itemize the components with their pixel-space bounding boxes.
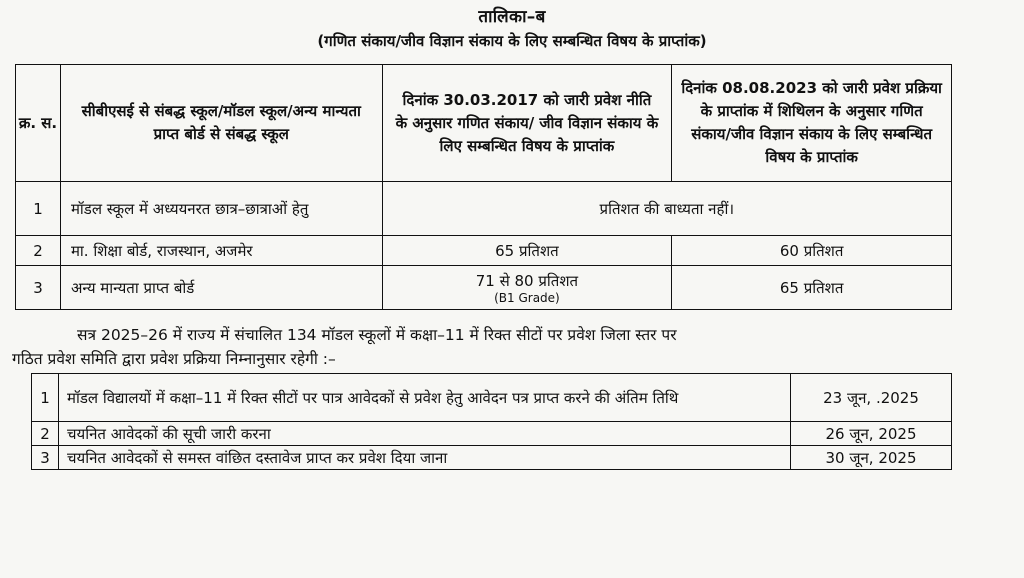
row-merged-value: प्रतिशत की बाध्यता नहीं। bbox=[382, 182, 951, 236]
row-old-value: 71 से 80 प्रतिशत bbox=[475, 271, 579, 290]
table-subtitle: (गणित संकाय/जीव विज्ञान संकाय के लिए सम्बन्धित विषय के प्राप्तांक) bbox=[317, 32, 707, 50]
row-school: अन्य मान्यता प्राप्त बोर्ड bbox=[60, 266, 382, 310]
row-new-value: 60 प्रतिशत bbox=[672, 236, 952, 266]
table-row bbox=[16, 182, 952, 236]
row-sno: 2 bbox=[16, 236, 61, 266]
schedule-row bbox=[32, 422, 952, 446]
row-old-note: (B1 Grade) bbox=[494, 290, 560, 305]
schedule-desc: मॉडल विद्यालयों में कक्षा–11 में रिक्त सीटों पर पात्र आवेदकों से प्रवेश हेतु आवेदन पत्र प्राप्त करने की अंतिम तिथि bbox=[59, 374, 791, 422]
schedule-sno: 2 bbox=[32, 422, 59, 446]
schedule-date: 30 जून, 2025 bbox=[791, 446, 952, 470]
table-title: तालिका–ब bbox=[478, 7, 546, 27]
schedule-row bbox=[32, 374, 952, 422]
table-row bbox=[16, 236, 952, 266]
schedule-sno: 3 bbox=[32, 446, 59, 470]
row-sno: 1 bbox=[16, 182, 61, 236]
header-2017-policy: दिनांक 30.03.2017 को जारी प्रवेश नीति के अनुसार गणित संकाय/ जीव विज्ञान संकाय के लिए सम्बन्धित विषय के प्राप्तांक bbox=[382, 65, 672, 182]
row-old-value: 65 प्रतिशत bbox=[382, 236, 672, 266]
admission-paragraph bbox=[12, 323, 942, 371]
table-row bbox=[16, 266, 952, 310]
schedule-row bbox=[32, 446, 952, 470]
paragraph-line-1: सत्र 2025–26 में राज्य में संचालित 134 मॉडल स्कूलों में कक्षा–11 में रिक्त सीटों पर प्रवेश जिला स्तर पर bbox=[77, 326, 677, 344]
header-2023-policy: दिनांक 08.08.2023 को जारी प्रवेश प्रक्रिया के प्राप्तांक में शिथिलन के अनुसार गणित संकाय/जीव विज्ञान संकाय के लिए सम्बन्धित विषय के प्राप्तांक bbox=[672, 65, 952, 182]
schedule-desc: चयनित आवेदकों से समस्त वांछित दस्तावेज प्राप्त कर प्रवेश दिया जाना bbox=[59, 446, 791, 470]
schedule-desc: चयनित आवेदकों की सूची जारी करना bbox=[59, 422, 791, 446]
schedule-sno: 1 bbox=[32, 374, 59, 422]
paragraph-line-2: गठित प्रवेश समिति द्वारा प्रवेश प्रक्रिया निम्नानुसार रहेगी :– bbox=[12, 350, 336, 368]
schedule-date: 23 जून, .2025 bbox=[791, 374, 952, 422]
marks-table bbox=[15, 64, 952, 310]
schedule-date: 26 जून, 2025 bbox=[791, 422, 952, 446]
header-school: सीबीएसई से संबद्ध स्कूल/मॉडल स्कूल/अन्य मान्यता प्राप्त बोर्ड से संबद्ध स्कूल bbox=[60, 65, 382, 182]
schedule-table bbox=[31, 373, 952, 470]
row-school: मॉडल स्कूल में अध्ययनरत छात्र–छात्राओं हेतु bbox=[60, 182, 382, 236]
table-header-row bbox=[16, 65, 952, 182]
row-sno: 3 bbox=[16, 266, 61, 310]
row-old-value-cell bbox=[382, 266, 672, 310]
header-sno: क्र. स. bbox=[16, 65, 61, 182]
row-new-value: 65 प्रतिशत bbox=[672, 266, 952, 310]
row-school: मा. शिक्षा बोर्ड, राजस्थान, अजमेर bbox=[60, 236, 382, 266]
